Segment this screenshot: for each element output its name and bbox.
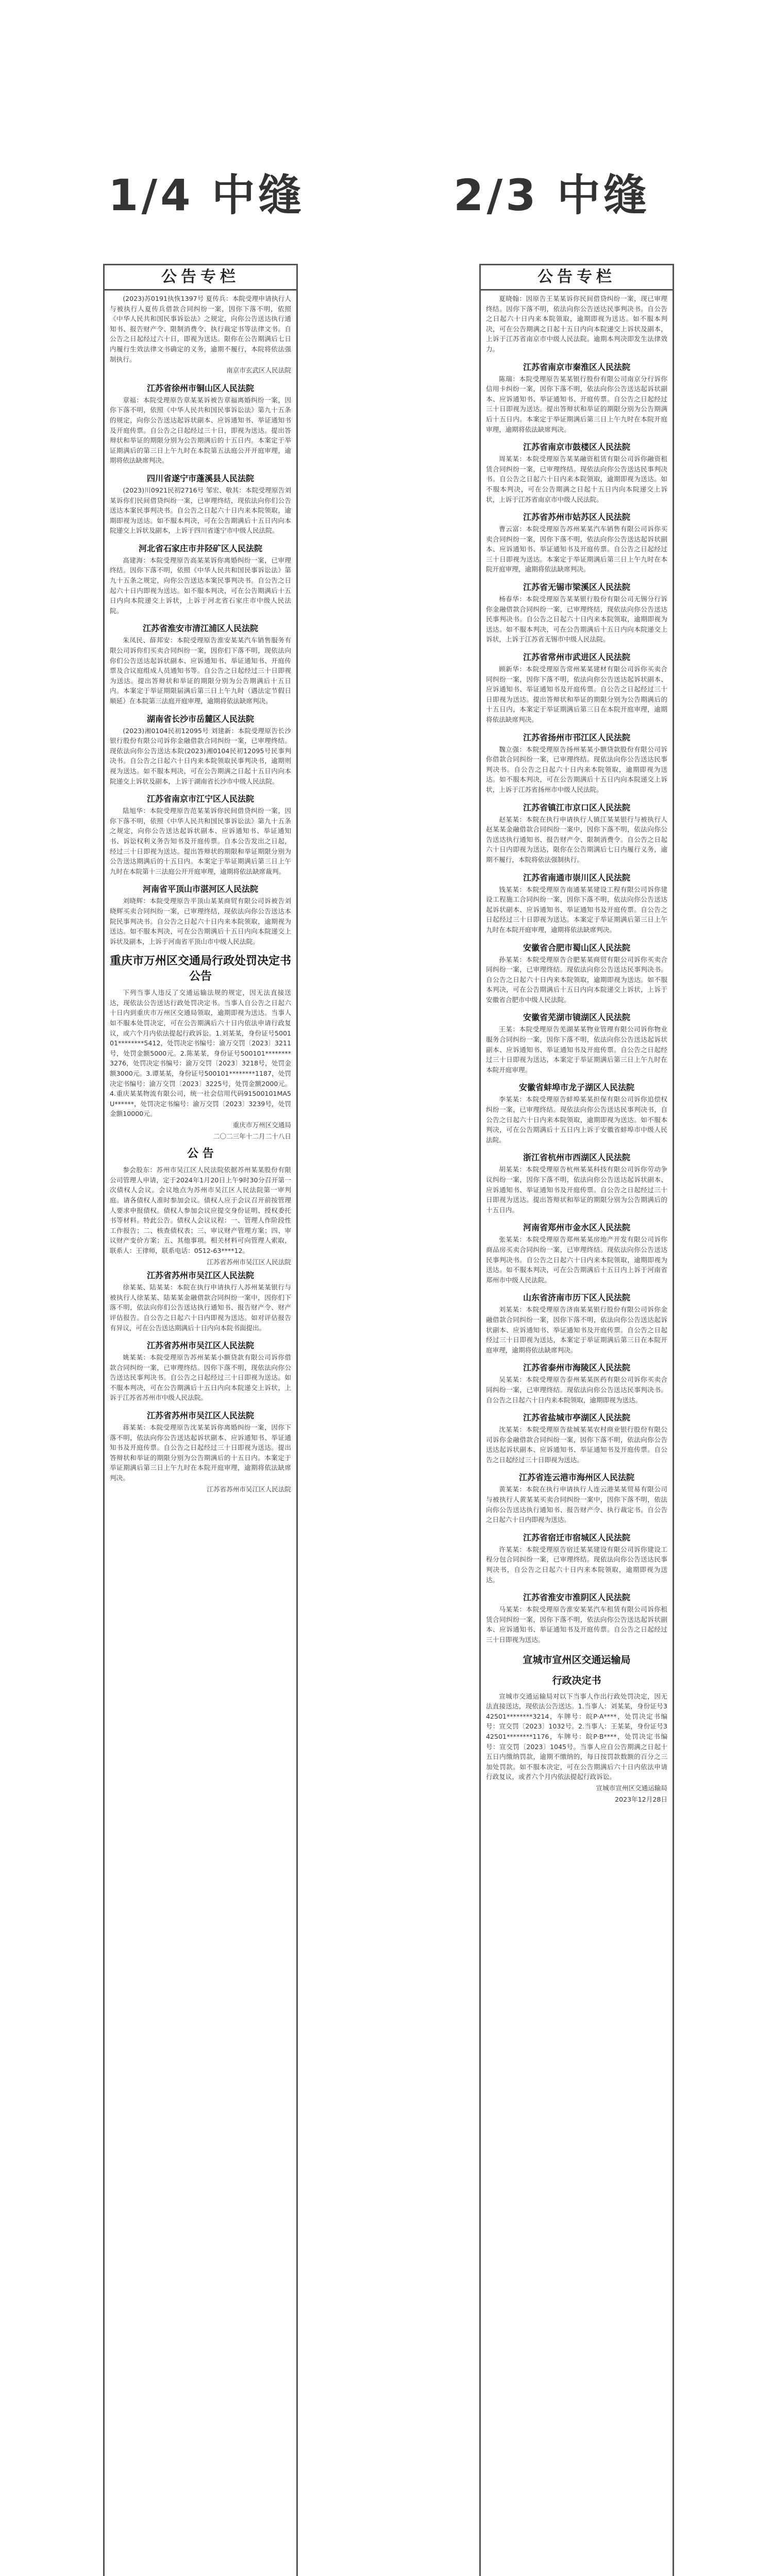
notice-text: 吴某某：本院受理原告泰州某某医药有限公司诉你买卖合同纠纷一案，已审理终结。现依法向你公告送达民事判决书。自公告之日起六十日内来本院领取，逾期即视为送达。 — [486, 1376, 667, 1404]
court-name: 江苏省连云港市海州区人民法院 — [518, 1472, 634, 1483]
notice-item — [486, 1292, 667, 1355]
notice-sign: 江苏省苏州市吴江区人民法院 — [207, 1485, 291, 1493]
court-name: 江苏省常州市武进区人民法院 — [523, 652, 630, 663]
notice-text: 许某某：本院受理原告宿迁某某建设有限公司诉你建设工程分包合同纠纷一案，已审理终结。现依法向你公告送达民事判决书，自公告之日起六十日内来本院领取，逾期即视为送达。 — [486, 1545, 667, 1584]
notice-text: (2023)苏0191执恢1397号 夏传兵：本院受理申请执行人与被执行人夏传兵借款合同纠纷一案，因你下落不明，依照《中华人民共和国民事诉讼法》之规定，向你公告送达执行通知书、报告财产令、限制消费令、执行裁定书等法律文书。自公告之日起经过六十日，即视为送达。限你在公告期满后七日内履行生效法律文书确定的义务，逾期不履行，本院将依法强制执行。 — [110, 295, 291, 363]
notice-text: 徐某某、陆某某：本院在执行申请执行人苏州某某银行与被执行人徐某某、陆某某金融借款合同纠纷一案中，因你们下落不明，依法向你们公告送达执行通知书、报告财产令、财产评估报告。自公告之日起六十日内即视为送达。如对评估报告有异议，可在公告送达期满后十日内向本院书面提出。 — [110, 1283, 291, 1332]
notice-text: 高建海：本院受理原告高某某诉你离婚纠纷一案，已审理终结。因你下落不明，依照《中华人民共和国民事诉讼法》第九十五条之规定，向你公告送达本案民事判决书。自公告之日起六十日内即视为送达。如不服本判决，可在公告期满后十五日内向本院递交上诉状，上诉于河北省石家庄市中级人民法院。 — [110, 556, 291, 615]
court-name: 安徽省芜湖市镜湖区人民法院 — [523, 1012, 630, 1023]
court-name: 江苏省宿迁市宿城区人民法院 — [523, 1532, 630, 1543]
notice-item — [486, 512, 667, 574]
court-name: 江苏省南京市江宁区人民法院 — [146, 794, 254, 804]
notice-text: 周某某：本院受理原告某某融资租赁有限公司诉你融资租赁合同纠纷一案，已审理终结。现依法向你公告送达民事判决书。自公告之日起六十日内来本院领取，逾期即视为送达。如不服本判决，可在公告期满之日起十五日内向本院递交上诉状，上诉于江苏省南京市中级人民法院。 — [486, 455, 667, 503]
notice-item — [486, 1412, 667, 1465]
notice-item — [110, 714, 291, 787]
notice-text: 陈瑞：本院受理原告某某银行股份有限公司南京分行诉你信用卡纠纷一案，因你下落不明，依法向你公告送达起诉状副本、应诉通知书、举证通知书、开庭传票。自公告之日起经过三十日即视为送达。提出答辩状和举证的期限分别为公告期满后十五日内。本案定于举证期满后第三日上午九时在本院开庭审理，逾期将依法缺席判决。 — [486, 375, 667, 433]
notice-item — [110, 884, 291, 946]
notice-item — [486, 802, 667, 865]
court-name: 浙江省杭州市西湖区人民法院 — [523, 1153, 630, 1163]
notice-text: 顾新华：本院受理原告常州某某建材有限公司诉你买卖合同纠纷一案，因你下落不明，依法向你公告送达起诉状副本、应诉通知书、举证通知书及开庭传票。自公告之日起经过三十日即视为送达。提出答辩状和举证的期限分别为公告期满后的十五日内，本案定于举证期满后第三日在本院开庭审理，逾期将依法缺席判决。 — [486, 665, 667, 723]
notice-text: 朱凤民、薛邦安：本院受理原告淮安某某汽车销售服务有限公司诉你们买卖合同纠纷一案，因你们下落不明，现依法向你们公告送达起诉状副本、应诉通知书、举证通知书、开庭传票及合议庭组成人员通知书等。自公告之日起经过三十日即视为送达。提出答辩状和举证的期限分别为公告期满后十五日内。本案定于举证期限届满后第三日上午九时（遇法定节假日顺延）在本院第三法庭开庭审理，逾期将依法缺席判决。 — [110, 636, 291, 705]
doc2-date: 2023年12月28日 — [615, 1795, 667, 1803]
notice-item — [110, 1410, 291, 1494]
notice-text: 钱某某：本院受理原告南通某某建设工程有限公司诉你建设工程施工合同纠纷一案，因你下落不明，依法向你公告送达起诉状副本、应诉通知书、举证通知书及开庭传票。自公告之日起经过三十日即视为送达。本案定于举证期满后第三日上午九时在本院开庭审理，逾期将依法缺席判决。 — [486, 885, 667, 934]
doc2-sign: 宣城市宣州区交通运输局 — [596, 1784, 667, 1792]
court-name: 江苏省徐州市铜山区人民法院 — [146, 383, 254, 393]
court-name: 江苏省南京市鼓楼区人民法院 — [523, 442, 630, 452]
doc2-title: 宣城市宣州区交通运输局 — [523, 1654, 631, 1666]
court-name: 山东省济南市历下区人民法院 — [523, 1293, 630, 1303]
notice-item — [110, 383, 291, 466]
notice-item — [486, 732, 667, 795]
notice-text: 杨春华：本院受理原告某某银行股份有限公司无锡分行诉你金融借款合同纠纷一案，已审理终结，现依法向你公告送达民事判决书。自公告之日起六十日内来本院领取，逾期即视为送达。如不服本判决，可在公告期满后十五日内向本院递交上诉状，上诉于江苏省无锡市中级人民法院。 — [486, 595, 667, 643]
doc2-sign: 重庆市万州区交通局 — [232, 1121, 291, 1129]
notice-text: 姚某某：本院受理原告苏州某某小额贷款有限公司诉你借款合同纠纷一案，已审理终结。因你下落不明，现依法向你公告送达民事判决书。自公告之日起经过三十日即视为送达。如不服本判决，可在公告期满后十五日内向本院递交上诉状，上诉于江苏省苏州市中级人民法院。 — [110, 1353, 291, 1402]
notice-item — [486, 1362, 667, 1405]
notice-sign: 南京市玄武区人民法院 — [226, 366, 291, 375]
notice-column-left — [103, 264, 298, 2576]
notice-text: (2023)湘0104民初12095号 刘建新：本院受理原告长沙银行股份有限公司诉你金融借款合同纠纷一案，已审理终结。现依法向你公告送达本院(2023)湘0104民初12095号民事判决书。自公告之日起六十日内来本院领取民事判决书，逾期则视为送达。如不服本判决，可在公告期满之日起十五日内向本院递交上诉状及副本，上诉于湖南省长沙市中级人民法院。 — [110, 726, 291, 785]
notice-text: 沈某某：本院受理原告盐城某某农村商业银行股份有限公司诉你金融借款合同纠纷一案，因你下落不明，依法向你公告送达起诉状副本、应诉通知书、举证通知书及开庭传票。自公告之日起经过三十日即视为送达。 — [486, 1426, 667, 1464]
notice-text: 刘晓辉：本院受理原告平顶山某某商贸有限公司诉被告刘晓辉买卖合同纠纷一案，已审理终结，现依法向你公告送达本院民事判决书。自公告之日起六十日内来本院领取，逾期视为送达。如不服本判决，可在公告期满后十五日内向本院递交上诉状及副本，上诉于河南省平顶山市中级人民法院。 — [110, 897, 291, 945]
notice-item — [486, 872, 667, 935]
column-header: 公告专栏 — [481, 265, 673, 291]
court-name: 安徽省合肥市蜀山区人民法院 — [523, 942, 630, 953]
notice-item — [486, 294, 667, 354]
notice-text: 章福：本院受理原告章某某诉被告章福离婚纠纷一案，因你下落不明，依照《中华人民共和国民事诉讼法》第九十五条的规定，向你公告送达起诉状副本、应诉通知书、举证通知书及开庭传票。自公告之日起经过三十日，即视为送达。提出答辩状和举证的期限分别为公告期满后的十五日内。本案定于举证期满后的第三日上午九时在本院第五法庭公开开庭审理，逾期将依法缺席判决。 — [110, 396, 291, 465]
notice-item — [486, 362, 667, 435]
column-label-left: 1/4 中缝 — [108, 170, 305, 221]
notice-item — [486, 652, 667, 725]
notice-item — [110, 793, 291, 876]
court-name: 江苏省扬州市邗江区人民法院 — [523, 732, 630, 742]
court-name: 江苏省苏州市吴江区人民法院 — [146, 1270, 254, 1281]
court-name: 河北省石家庄市井陉矿区人民法院 — [138, 543, 262, 553]
notice-text: 陆旭华：本院受理原告范某某诉你民间借贷纠纷一案，因你下落不明，依照《中华人民共和国民事诉讼法》第九十五条之规定，向你公告送达起诉状副本、应诉通知书、举证通知书、诉讼权利义务告知书及开庭传票。自本公告发出之日起，经过三十日即视为送达。提出答辩状的期限和举证期限分别为公告送达期满后的十五日内。本案定于举证期满后第三日上午九时在本院第十三法庭公开开庭审理，逾期将依法缺席裁判。 — [110, 807, 291, 875]
notice-text: 张某某：本院受理原告郑州某某房地产开发有限公司诉你商品房买卖合同纠纷一案，已审理终结。现依法向你公告送达民事判决书。自公告之日起六十日内来本院领取，逾期即视为送达。如不服本判决，可在公告期满后十五日内上诉于河南省郑州市中级人民法院。 — [486, 1235, 667, 1284]
doc2-title-2: 行政决定书 — [552, 1674, 601, 1686]
doc2-title: 重庆市万州区交通局行政处罚决定书公告 — [110, 955, 292, 984]
court-name: 河南省郑州市金水区人民法院 — [523, 1223, 630, 1233]
notice-text: 马某某：本院受理原告淮安某某汽车租赁有限公司诉你租赁合同纠纷一案，因你下落不明，依法向你公告送达起诉状副本、应诉通知书、举证通知书及开庭传票。自公告之日起经过三十日即视为送达。 — [486, 1605, 667, 1643]
doc2-text: 宣城市交通运输局对以下当事人作出行政处罚决定，因无法直接送达，现依法公告送达。1.当事人：刘某某，身份证号342501********3214，车牌号：皖P·A****，处罚决定书编号：宣交罚〔2023〕1032号。2.当事人：王某某，身份证号342501********1176，车牌号：皖P·B****，处罚决定书编号：宣交罚〔2023〕1045号。当事人应自公告期满之日起十五日内缴纳罚款，逾期不缴纳的，每日按罚款数额的百分之三加处罚款。如不服本决定，可在公告期满后六十日内依法申请行政复议，或者六个月内依法提起行政诉讼。 — [486, 1692, 667, 1781]
notice-item — [110, 623, 291, 706]
court-name: 江苏省淮安市清江浦区人民法院 — [142, 623, 258, 634]
notice-item — [486, 1082, 667, 1145]
notice-text: 蒋某某：本院受理原告沈某某诉你离婚纠纷一案，因你下落不明，依法向你公告送达起诉状副本、应诉通知书、举证通知书及开庭传票。自公告之日起经过三十日即视为送达。提出答辩状和举证的期限分别为公告期满后的十五日内。本案定于举证期满后第三日上午九时在本院开庭审理，逾期将依法缺席判决。 — [110, 1423, 291, 1482]
column-body — [481, 291, 673, 1809]
doc3-title: 公 告 — [187, 1147, 214, 1161]
notice-item — [486, 582, 667, 645]
notice-item — [486, 1592, 667, 1645]
court-name: 江苏省苏州市吴江区人民法院 — [146, 1411, 254, 1421]
notice-text: 黄某某：本院在执行申请执行人连云港某某贸易有限公司与被执行人黄某某买卖合同纠纷一案中，因你下落不明，依法向你公告送达执行通知书、报告财产令、执行裁定书。自公告之日起六十日内即视为送达。 — [486, 1485, 667, 1524]
doc2-date: 二〇二三年十二月二十八日 — [213, 1132, 291, 1140]
court-name: 江苏省盐城市亭湖区人民法院 — [523, 1413, 630, 1423]
notice-text: (2023)川0921民初2716号 邹宏、敬其：本院受理原告刘某诉你们民间借贷纠纷一案，已审理终结，现依法向你们公告送达本案民事判决书。自公告之日起六十日内来本院领取，逾期即视为送达。如不服本判决，可在公告期满后十五日内向本院递交上诉状及副本，上诉于四川省遂宁市中级人民法院。 — [110, 486, 291, 535]
notice-text: 王某：本院受理原告芜湖某某物业管理有限公司诉你物业服务合同纠纷一案，因你下落不明，依法向你公告送达起诉状副本、应诉通知书、举证通知书及开庭传票。自公告之日起经过三十日即视为送达，本案定于举证期满后第三日上午九时在本院开庭审理。 — [486, 1025, 667, 1074]
notice-text: 胡某某：本院受理原告杭州某某科技有限公司诉你劳动争议纠纷一案，因你下落不明，依法向你公告送达起诉状副本、应诉通知书、举证通知书及开庭传票。自公告之日起经过三十日即视为送达。提出答辩状和举证的期限分别为公告期满后的十五日内。 — [486, 1165, 667, 1214]
notice-text: 曹云富：本院受理原告苏州某某汽车销售有限公司诉你买卖合同纠纷一案，因你下落不明，依法向你公告送达起诉状副本、应诉通知书、举证通知书及开庭传票。自公告之日起经过三十日即视为送达。本案定于举证期满后第三日上午九时在本院开庭审理，逾期将依法缺席判决。 — [486, 525, 667, 573]
notice-item — [110, 473, 291, 536]
notice-item — [486, 942, 667, 1005]
notice-item — [110, 1340, 291, 1403]
court-name: 江苏省镇江市京口区人民法院 — [523, 802, 630, 812]
doc2-text: 下列当事人违反了交通运输法规的规定，因无法直接送达，现依法公告送达行政处罚决定书。当事人自公告之日起六十日内到重庆市万州区交通局领取，逾期即视为送达。当事人如不服本处罚决定，可在公告期满后六十日内依法申请行政复议，或六个月内依法提起行政诉讼。1.刘某某，身份证号500101********5412，处罚决定书编号：渝万交罚〔2023〕3211号，处罚金额5000元。2.陈某某，身份证号500101********3276，处罚决定书编号：渝万交罚〔2023〕3218号，处罚金额3000元。3.谭某某，身份证号500101********1187，处罚决定书编号：渝万交罚〔2023〕3225号，处罚金额2000元。4.重庆某某物流有限公司，统一社会信用代码91500101MA5U******，处罚决定书编号：渝万交罚〔2023〕3239号，处罚金额10000元。 — [110, 989, 291, 1118]
court-name: 湖南省长沙市岳麓区人民法院 — [146, 714, 254, 724]
notice-item — [110, 543, 291, 616]
court-name: 江苏省无锡市梁溪区人民法院 — [523, 582, 630, 592]
notice-item — [486, 1012, 667, 1075]
notice-text: 孙某某：本院受理原告合肥某某商贸有限公司诉你买卖合同纠纷一案，已审理终结。现依法向你公告送达民事判决书。自公告之日起六十日内来本院领取，逾期即视为送达。如不服本判决，可在公告期满后十五日内向本院递交上诉状，上诉于安徽省合肥市中级人民法院。 — [486, 955, 667, 1004]
doc3-text: 参会股东：苏州市吴江区人民法院依据苏州某某股份有限公司管理人申请，定于2024年1月20日上午9时30分召开第一次债权人会议。会议地点为苏州市吴江区人民法院第一审判庭。请各债权人准时参加会议。债权人应于会议召开前按管理人要求申报债权。债权人参加会议应提交身份证明、授权委托书等材料。特此公告。债权人会议议程：一、管理人作阶段性工作报告；二、核查债权表；三、审议财产管理方案；四、审议财产变价方案；五、其他事项。相关材料可向管理人索取，联系人：王律师，联系电话：0512-63****12。 — [110, 1166, 291, 1255]
notice-item — [486, 1532, 667, 1585]
notice-item — [486, 1152, 667, 1215]
notice-text: 李某某：本院受理原告蚌埠某某担保有限公司诉你追偿权纠纷一案，已审理终结。现依法向你公告送达民事判决书，自公告之日起六十日内来本院领取，逾期即视为送达。如不服本判决，可在公告期满后十五日内上诉于安徽省蚌埠市中级人民法院。 — [486, 1095, 667, 1144]
column-body — [105, 291, 296, 1506]
doc3-sign: 江苏省苏州市吴江区人民法院 — [207, 1258, 291, 1266]
court-name: 江苏省苏州市吴江区人民法院 — [146, 1341, 254, 1351]
notice-item — [110, 1270, 291, 1333]
notice-text: 夏晓翰：因原告王某某诉你民间借贷纠纷一案，现已审理终结。因你下落不明，依法向你公告送达民事判决书。自公告之日起六十日内来本院领取，逾期即视为送达。如不服本判决，可在公告期满之日起十五日内向本院递交上诉状及副本，上诉于江苏省南京市中级人民法院。逾期本判决即发生法律效力。 — [486, 295, 667, 353]
notice-item — [486, 1472, 667, 1524]
column-header: 公告专栏 — [105, 265, 296, 291]
notice-column-right — [479, 264, 674, 2576]
court-name: 河南省平顶山市湛河区人民法院 — [142, 884, 258, 894]
court-name: 四川省遂宁市蓬溪县人民法院 — [146, 473, 254, 483]
court-name: 江苏省南通市崇川区人民法院 — [523, 872, 630, 883]
notice-text: 魏立强：本院受理原告扬州某某小额贷款股份有限公司诉你借款合同纠纷一案，已审理终结。现依法向你公告送达民事判决书。自公告之日起六十日内来本院领取，逾期即视为送达。如不服本判决，可在公告期满后十五日内向本院递交上诉状，上诉于江苏省扬州市中级人民法院。 — [486, 745, 667, 793]
court-name: 安徽省蚌埠市龙子湖区人民法院 — [518, 1082, 634, 1093]
notice-item — [486, 442, 667, 504]
notice-item — [486, 1222, 667, 1285]
court-name: 江苏省苏州市姑苏区人民法院 — [523, 512, 630, 522]
notice-text: 刘某某：本院受理原告济南某某银行股份有限公司诉你金融借款合同纠纷一案，因你下落不明，依法向你公告送达起诉状副本、应诉通知书、举证通知书及开庭传票。自公告之日起经过三十日即视为送达，本案定于举证期满后第三日在本院开庭审理，逾期将依法缺席判决。 — [486, 1306, 667, 1354]
notice-item — [110, 294, 291, 376]
court-name: 江苏省淮安市淮阴区人民法院 — [523, 1592, 630, 1603]
column-label-right: 2/3 中缝 — [453, 170, 650, 221]
notice-text: 赵某某：本院在执行申请执行人镇江某某银行与被执行人赵某某金融借款合同纠纷一案中，因你下落不明，依法向你公告送达执行通知书、报告财产令、限制消费令。自公告之日起六十日内即视为送达，限你在公告期满后七日内履行义务，逾期不履行，本院将依法强制执行。 — [486, 815, 667, 863]
court-name: 江苏省泰州市海陵区人民法院 — [523, 1363, 630, 1373]
court-name: 江苏省南京市秦淮区人民法院 — [523, 362, 630, 372]
